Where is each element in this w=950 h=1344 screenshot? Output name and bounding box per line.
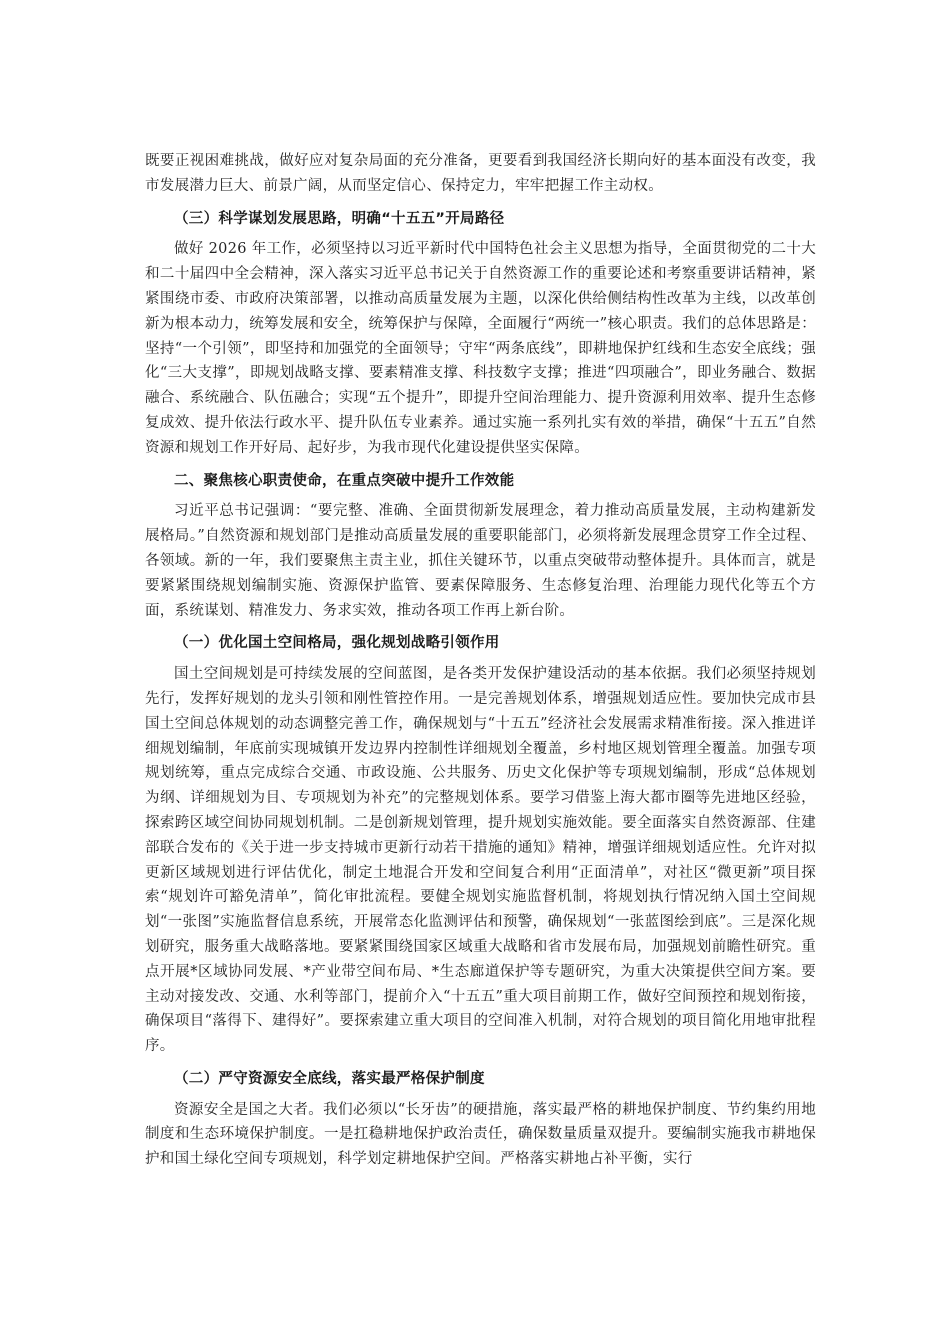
section-heading-1: （一）优化国土空间格局，强化规划战略引领作用	[174, 635, 500, 652]
section-heading-2: （二）严守资源安全底线，落实最严格保护制度	[174, 1070, 485, 1087]
chapter-heading-2: 二、聚焦核心职责使命，在重点突破中提升工作效能	[174, 472, 515, 489]
paragraph-overall-approach: 做好 2026 年工作，必须坚持以习近平新时代中国特色社会主义思想为指导，全面贯彻党的二十大和二十届四中全会精神，深入落实习近平总书记关于自然资源工作的重要论述和考察重要讲话精神，紧紧围绕市委、市政府决策部署，以推动高质量发展为主题，以深化供给侧结构性改革为主线，以改革创新为根本动力，统筹发展和安全，统筹保护与保障，全面履行“两统一”核心职责。我们的总体思路是：坚持“一个引领”，即坚持和加强党的全面领导；守牢“两条底线”，即耕地保护红线和生态安全底线；强化“三大支撑”，即规划战略支撑、要素精准支撑、科技数字支撑；推进“四项融合”，即业务融合、数据融合、系统融合、队伍融合；实现“五个提升”，即提升空间治理能力、提升资源利用效率、提升生态修复成效、提升依法行政水平、提升队伍专业素养。通过实施一系列扎实有效的举措，确保“十五五”自然资源和规划工作开好局、起好步，为我市现代化建设提供坚实保障。	[145, 241, 816, 456]
document-page	[145, 149, 816, 1172]
paragraph-spatial-planning: 国土空间规划是可持续发展的空间蓝图，是各类开发保护建设活动的基本依据。我们必须坚持规划先行，发挥好规划的龙头引领和刚性管控作用。一是完善规划体系，增强规划适应性。要加快完成市县国土空间总体规划的动态调整完善工作，确保规划与“十五五”经济社会发展需求精准衔接。深入推进详细规划编制，年底前实现城镇开发边界内控制性详细规划全覆盖，乡村地区规划管理全覆盖。加强专项规划统筹，重点完成综合交通、市政设施、公共服务、历史文化保护等专项规划编制，形成“总体规划为纲、详细规划为目、专项规划为补充”的完整规划体系。要学习借鉴上海大都市圈等先进地区经验，探索跨区域空间协同规划机制。二是创新规划管理，提升规划实施效能。要全面落实自然资源部、住建部联合发布的《关于进一步支持城市更新行动若干措施的通知》精神，增强详细规划适应性。允许对拟更新区域规划进行评估优化，制定土地混合开发和空间复合利用“正面清单”，对社区“微更新”项目探索“规划许可豁免清单”，简化审批流程。要健全规划实施监督机制，将规划执行情况纳入国土空间规划“一张图”实施监督信息系统，开展常态化监测评估和预警，确保规划“一张蓝图绘到底”。三是深化规划研究，服务重大战略落地。要紧紧围绕国家区域重大战略和省市发展布局，加强规划前瞻性研究。重点开展*区域协同发展、*产业带空间布局、*生态廊道保护等专题研究，为重大决策提供空间方案。要主动对接发改、交通、水利等部门，提前介入“十五五”重大项目前期工作，做好空间预控和规划衔接，确保项目“落得下、建得好”。要探索建立重大项目的空间准入机制，对符合规划的项目简化用地审批程序。	[145, 666, 816, 1055]
paragraph-core-duties: 习近平总书记强调：“要完整、准确、全面贯彻新发展理念，着力推动高质量发展，主动构建新发展格局。”自然资源和规划部门是推动高质量发展的重要职能部门，必须将新发展理念贯穿工作全过程、各领域。新的一年，我们要聚焦主责主业，抓住关键环节，以重点突破带动整体提升。具体而言，就是要紧紧围绕规划编制实施、资源保护监管、要素保障服务、生态修复治理、治理能力现代化等五个方面，系统谋划、精准发力、务求实效，推动各项工作再上新台阶。	[145, 503, 816, 619]
paragraph-continuation: 既要正视困难挑战，做好应对复杂局面的充分准备，更要看到我国经济长期向好的基本面没有改变，我市发展潜力巨大、前景广阔，从而坚定信心、保持定力，牢牢把握工作主动权。	[145, 153, 816, 194]
paragraph-resource-security: 资源安全是国之大者。我们必须以“长牙齿”的硬措施，落实最严格的耕地保护制度、节约集约用地制度和生态环境保护制度。一是扛稳耕地保护政治责任，确保数量质量双提升。要编制实施我市耕地保护和国土绿化空间专项规划，科学划定耕地保护空间。严格落实耕地占补平衡，实行	[145, 1101, 816, 1168]
section-heading-3: （三）科学谋划发展思路，明确“十五五”开局路径	[174, 210, 505, 227]
